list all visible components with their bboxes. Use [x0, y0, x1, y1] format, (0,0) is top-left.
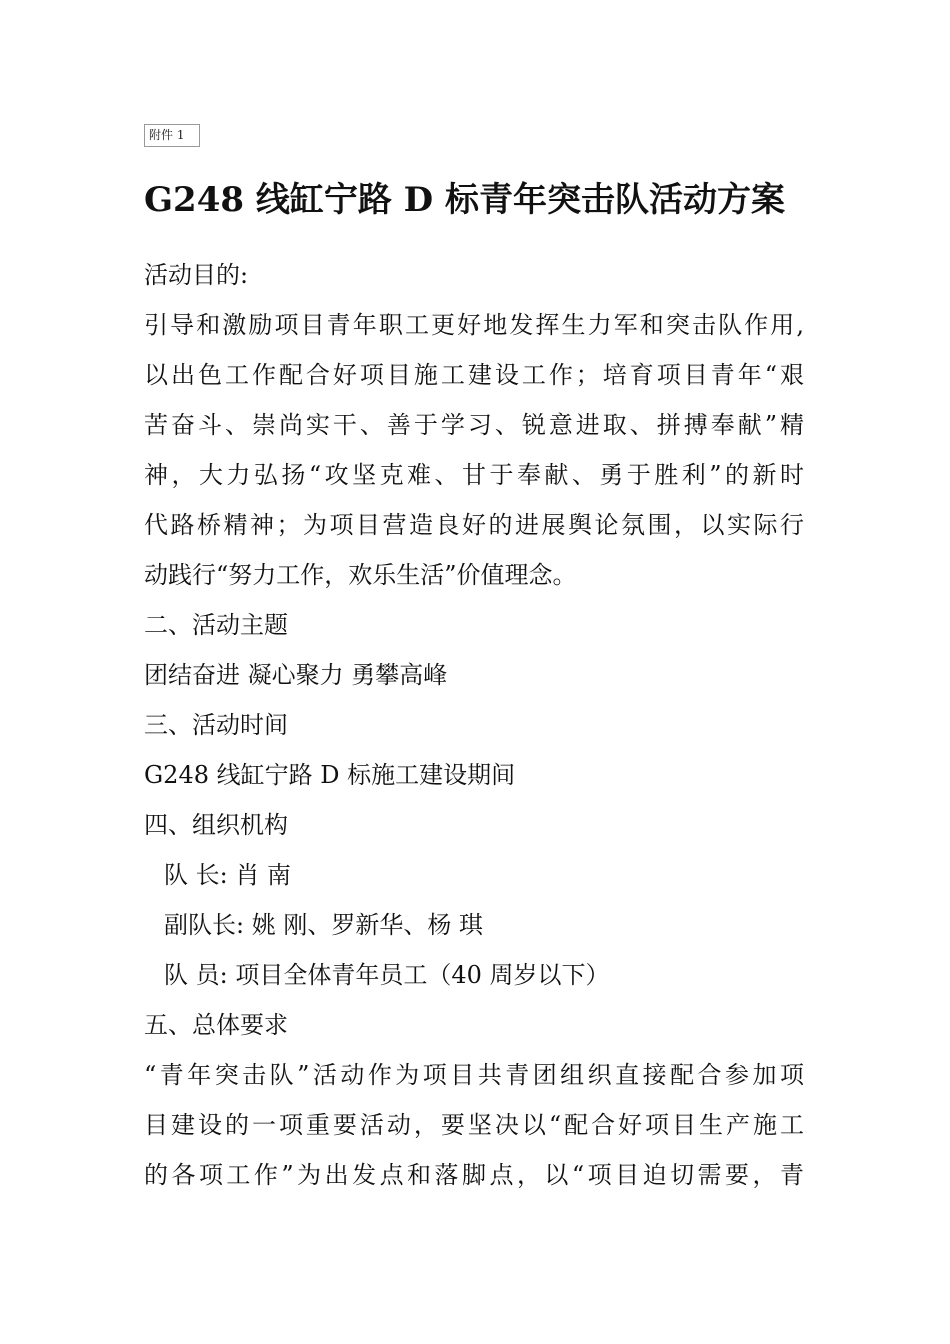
purpose-line: 引导和激励项目青年职工更好地发挥生力军和突击队作用, — [144, 311, 804, 339]
org-member-label: 队 员: — [164, 961, 228, 989]
time-text: G248 线缸宁路 D 标施工建设期间 — [144, 761, 516, 789]
org-leader-label: 队 长: — [164, 861, 228, 889]
org-deputy-value: 姚 刚、罗新华、杨 琪 — [251, 911, 483, 939]
org-leader-value: 肖 南 — [235, 861, 291, 889]
page-title: G248 线缸宁路 D 标青年突击队活动方案 — [144, 180, 786, 220]
time-heading: 三、活动时间 — [144, 711, 288, 739]
requirements-line: 的各项工作”为出发点和落脚点，以“项目迫切需要，青 — [144, 1161, 804, 1189]
purpose-line: 苦奋斗、崇尚实干、善于学习、锐意进取、拼搏奉献”精 — [144, 411, 804, 439]
requirements-line: 目建设的一项重要活动，要坚决以“配合好项目生产施工 — [144, 1111, 804, 1139]
theme-heading: 二、活动主题 — [144, 611, 288, 639]
org-leader-row — [144, 850, 804, 900]
purpose-line: 代路桥精神；为项目营造良好的进展舆论氛围，以实际行 — [144, 511, 804, 539]
requirements-heading: 五、总体要求 — [144, 1011, 288, 1039]
purpose-heading: 活动目的: — [144, 261, 249, 289]
theme-text: 团结奋进 凝心聚力 勇攀高峰 — [144, 661, 448, 689]
org-member-value: 项目全体青年员工（40 周岁以下） — [235, 961, 610, 989]
attachment-label: 附件 1 — [144, 124, 200, 147]
document-body — [144, 250, 804, 1200]
org-deputy-row — [144, 900, 804, 950]
org-heading: 四、组织机构 — [144, 811, 288, 839]
purpose-line: 神，大力弘扬“攻坚克难、甘于奉献、勇于胜利”的新时 — [144, 461, 804, 489]
org-deputy-label: 副队长: — [164, 911, 245, 939]
org-member-row — [144, 950, 804, 1000]
purpose-line: 以出色工作配合好项目施工建设工作；培育项目青年“艰 — [144, 361, 804, 389]
purpose-line: 动践行“努力工作，欢乐生活”价值理念。 — [144, 561, 577, 589]
requirements-line: “青年突击队”活动作为项目共青团组织直接配合参加项 — [144, 1061, 804, 1089]
